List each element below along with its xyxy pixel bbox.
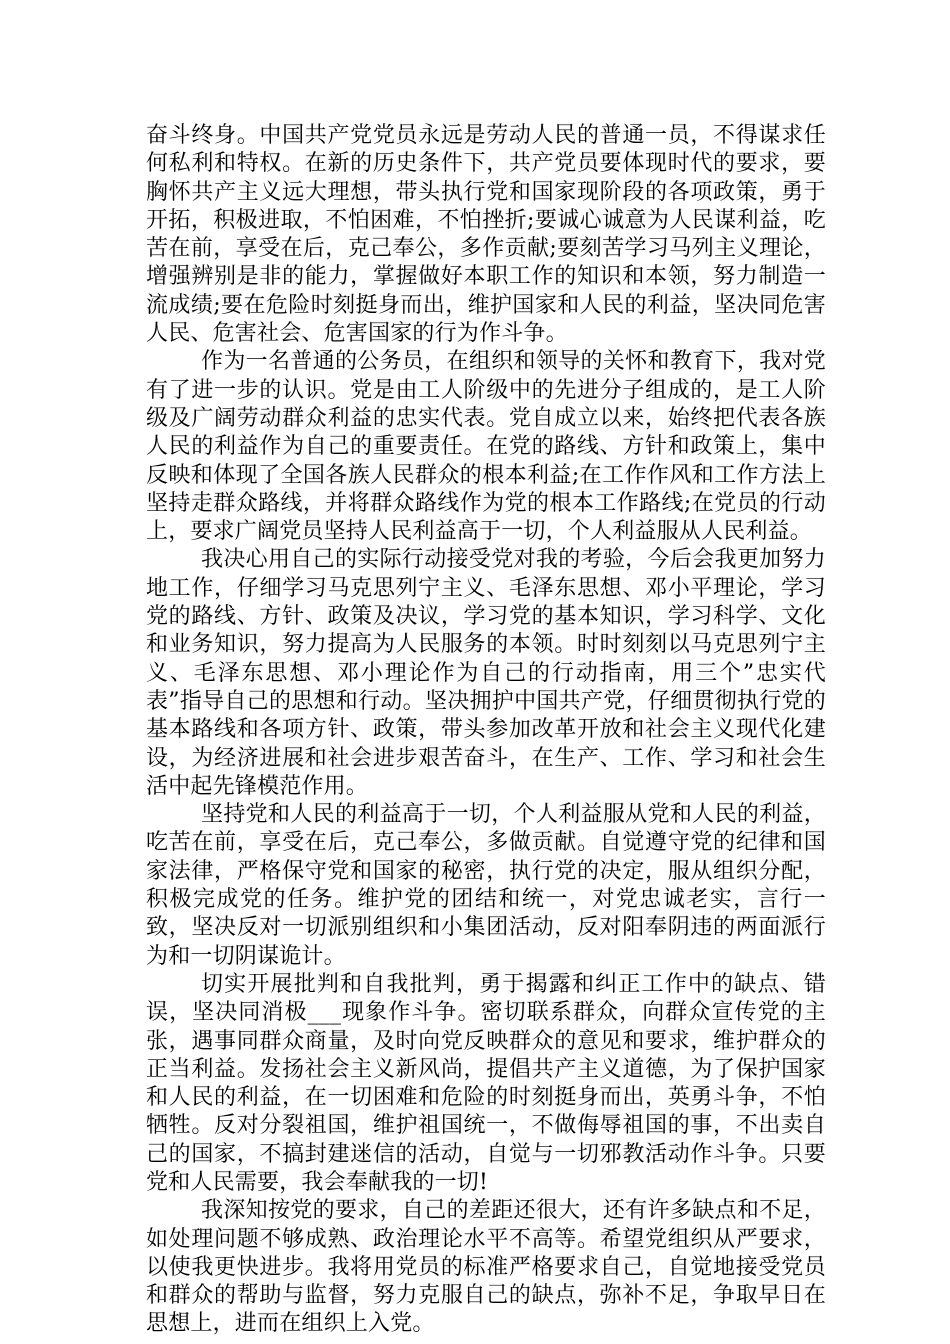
paragraph-3: 我决心用自己的实际行动接受党对我的考验，今后会我更加努力地工作，仔细学习马克思列宁主义、毛泽东思想、邓小平理论，学习党的路线、方针、政策及决议，学习党的基本知识，学习科学、文化和业务知识，努力提高为人民服务的本领。时时刻刻以马克思列宁主义、毛泽东思想、邓小理论作为自己的行动指南，用三个”忠实代表”指导自己的思想和行动。坚决拥护中国共产党，仔细贯彻执行党的基本路线和各项方针、政策，带头参加改革开放和社会主义现代化建设，为经济进展和社会进步艰苦奋斗，在生产、工作、学习和社会生活中起先锋模范作用。 (146, 547, 826, 799)
paragraph-6: 我深知按党的要求，自己的差距还很大，还有许多缺点和不足，如处理问题不够成熟、政治理论水平不高等。希望党组织从严要求，以使我更快进步。我将用党员的标准严格要求自己，自觉地接受党员和群众的帮助与监督，努力克服自己的缺点，弥补不足，争取早日在思想上，进而在组织上入党。 (146, 1198, 826, 1337)
document-body (146, 122, 826, 1339)
paragraph-4: 坚持党和人民的利益高于一切，个人利益服从党和人民的利益，吃苦在前，享受在后，克己奉公，多做贡献。自觉遵守党的纪律和国家法律，严格保守党和国家的秘密，执行党的决定，服从组织分配，积极完成党的任务。维护党的团结和统一，对党忠诚老实，言行一致，坚决反对一切派别组织和小集团活动，反对阳奉阴违的两面派行为和一切阴谋诡计。 (146, 802, 826, 969)
paragraph-5: 切实开展批判和自我批判，勇于揭露和纠正工作中的缺点、错误，坚决同消极___现象作斗争。密切联系群众，向群众宣传党的主张，遇事同群众商量，及时向党反映群众的意见和要求，维护群众的正当利益。发扬社会主义新风尚，提倡共产主义道德，为了保护国家和人民的利益，在一切困难和危险的时刻挺身而出，英勇斗争，不怕牺牲。反对分裂祖国，维护祖国统一，不做侮辱祖国的事，不出卖自己的国家，不搞封建迷信的活动，自觉与一切邪教活动作斗争。只要党和人民需要，我会奉献我的一切! (146, 971, 826, 1195)
paragraph-2: 作为一名普通的公务员，在组织和领导的关怀和教育下，我对党有了进一步的认识。党是由工人阶级中的先进分子组成的，是工人阶级及广阔劳动群众利益的忠实代表。党自成立以来，始终把代表各族人民的利益作为自己的重要责任。在党的路线、方针和政策上，集中反映和体现了全国各族人民群众的根本利益;在工作作风和工作方法上坚持走群众路线，并将群众路线作为党的根本工作路线;在党员的行动上，要求广阔党员坚持人民利益高于一切，个人利益服从人民利益。 (146, 349, 826, 545)
paragraph-1: 奋斗终身。中国共产党党员永远是劳动人民的普通一员，不得谋求任何私利和特权。在新的历史条件下，共产党员要体现时代的要求，要胸怀共产主义远大理想，带头执行党和国家现阶段的各项政策，勇于开拓，积极进取，不怕困难，不怕挫折;要诚心诚意为人民谋利益，吃苦在前，享受在后，克己奉公，多作贡献;要刻苦学习马列主义理论，增强辨别是非的能力，掌握做好本职工作的知识和本领，努力制造一流成绩;要在危险时刻挺身而出，维护国家和人民的利益，坚决同危害人民、危害社会、危害国家的行为作斗争。 (146, 123, 826, 347)
